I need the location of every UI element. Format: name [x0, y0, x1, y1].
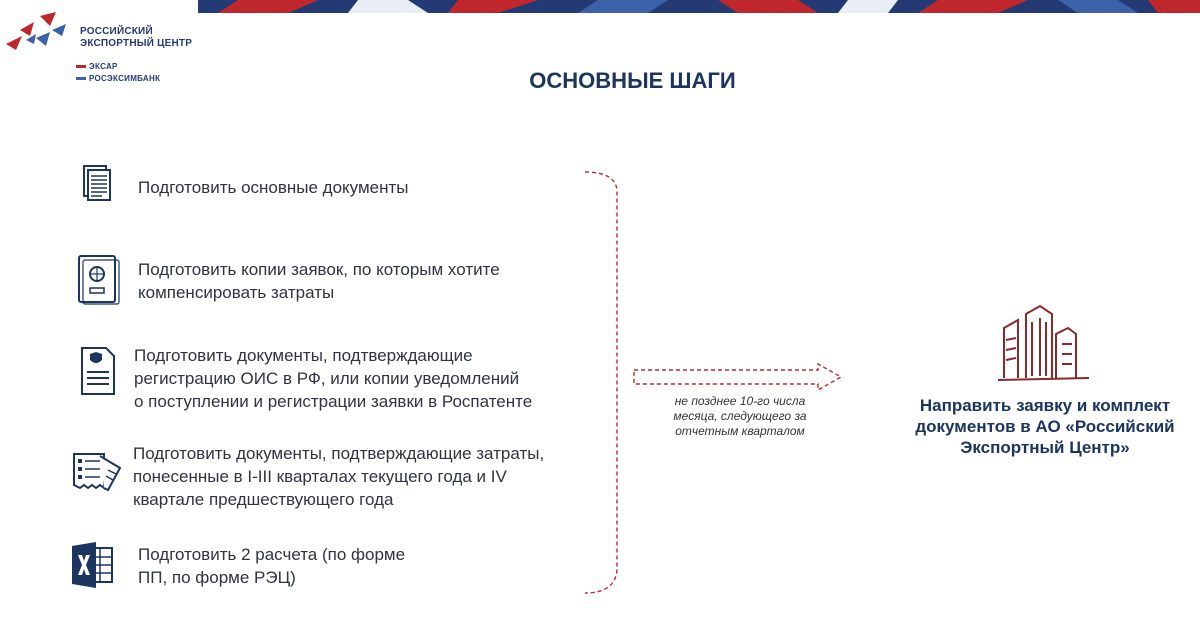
steps-bracket [585, 170, 625, 595]
eximbank-label: РОСЭКСИМБАНК [76, 74, 160, 83]
step-3-text: Подготовить документы, подтверждающие регистрацию ОИС в РФ, или копии уведомлений о поступлении и регистрации заявки в Роспатенте [134, 346, 533, 411]
step-3 [70, 344, 630, 411]
eximbank-mark-icon [76, 77, 86, 80]
exiar-label: ЭКСАР [76, 62, 118, 71]
receipt-icon [70, 442, 124, 496]
documents-icon [70, 160, 124, 214]
deadline-note: не позднее 10-го числа месяца, следующего за отчетным кварталом [673, 394, 807, 438]
step-1-text: Подготовить основные документы [138, 178, 409, 197]
step-5-text: Подготовить 2 расчета (по форме ПП, по форме РЭЦ) [138, 545, 406, 587]
org-name-line2: ЭКСПОРТНЫЙ ЦЕНТР [80, 38, 193, 49]
step-1 [70, 160, 630, 222]
page-title: ОСНОВНЫЕ ШАГИ [529, 68, 736, 93]
org-name-line1: РОССИЙСКИЙ [80, 26, 153, 37]
step-4-text: Подготовить документы, подтверждающие затраты, понесенные в I-III кварталах текущего года и IV квартале предшествующего года [133, 444, 545, 509]
step-2-text: Подготовить копии заявок, по которым хотите компенсировать затраты [138, 260, 500, 302]
step-5 [70, 540, 630, 602]
step-4 [70, 442, 630, 509]
passport-icon [70, 252, 124, 306]
dashed-arrow-icon [630, 362, 845, 392]
step-2 [70, 252, 630, 314]
rec-logo-mark-icon [0, 10, 78, 55]
final-step: Направить заявку и комплект документов в АО «Российский Экспортный Центр» [915, 396, 1175, 457]
exiar-mark-icon [76, 65, 86, 68]
excel-icon [70, 540, 124, 594]
top-decorative-band [198, 0, 1200, 13]
org-name [80, 26, 192, 50]
rec-logo [0, 10, 200, 90]
building-icon [996, 300, 1091, 385]
certificate-icon [70, 344, 124, 398]
